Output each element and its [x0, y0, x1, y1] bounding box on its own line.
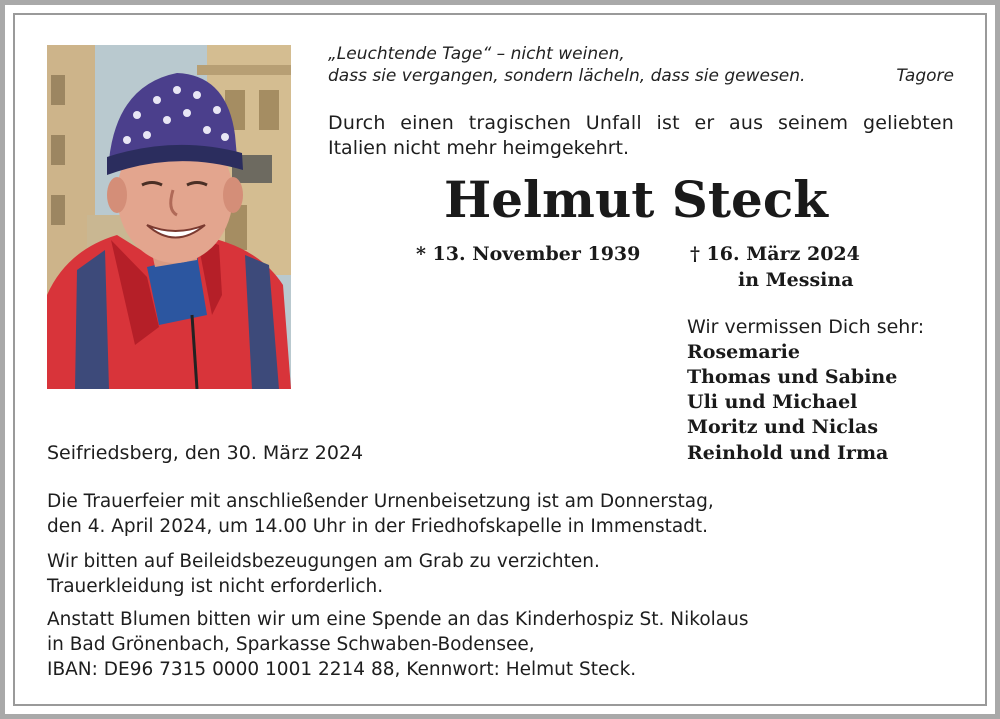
funeral-line-1: Die Trauerfeier mit anschließender Urnenbeisetzung ist am Donnerstag,	[47, 491, 714, 512]
family-member: Rosemarie	[687, 341, 800, 363]
funeral-line-2: den 4. April 2024, um 14.00 Uhr in der Friedhofskapelle in Immenstadt.	[47, 516, 709, 537]
family-member: Thomas und Sabine	[687, 366, 898, 388]
condolences-line-2: Trauerkleidung ist nicht erforderlich.	[47, 576, 384, 597]
condolences-line-1: Wir bitten auf Beileidsbezeugungen am Grab zu verzichten.	[47, 551, 600, 572]
intro-line-1: Durch einen tragischen Unfall ist er aus seinem geliebten	[328, 112, 954, 134]
intro-line-2: Italien nicht mehr heimgekehrt.	[328, 137, 630, 159]
quote-line-1: „Leuchtende Tage“ – nicht weinen,	[328, 44, 625, 64]
donation-line-2: in Bad Grönenbach, Sparkasse Schwaben-Bodensee,	[47, 634, 535, 655]
donation-line-1: Anstatt Blumen bitten wir um eine Spende an das Kinderhospiz St. Nikolaus	[47, 609, 749, 630]
death-date: † 16. März 2024	[690, 243, 860, 265]
family-member: Moritz und Niclas	[687, 416, 879, 438]
deceased-name: Helmut Steck	[444, 170, 828, 229]
birth-date: * 13. November 1939	[416, 243, 641, 265]
death-place: in Messina	[738, 269, 854, 291]
portrait-photo	[47, 45, 291, 389]
family-member: Reinhold und Irma	[687, 442, 889, 464]
quote-line-2: dass sie vergangen, sondern lächeln, dass sie gewesen.	[328, 66, 806, 86]
family-heading: Wir vermissen Dich sehr:	[687, 316, 925, 338]
place-date: Seifriedsberg, den 30. März 2024	[47, 442, 364, 464]
quote-author: Tagore	[896, 66, 954, 86]
donation-line-3: IBAN: DE96 7315 0000 1001 2214 88, Kennwort: Helmut Steck.	[47, 659, 637, 680]
family-member: Uli und Michael	[687, 391, 858, 413]
